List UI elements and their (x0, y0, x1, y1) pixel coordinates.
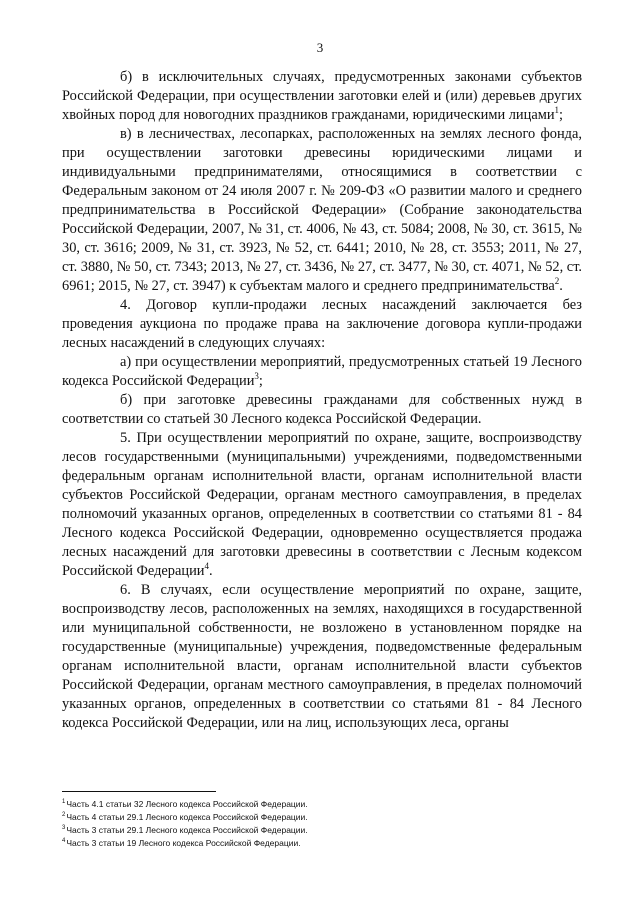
footnote-text: Часть 4.1 статьи 32 Лесного кодекса Российской Федерации. (66, 799, 308, 809)
footnote-ref[interactable]: 4 (204, 561, 209, 571)
paragraph-b-own-needs (62, 391, 582, 429)
footnote-number: 4 (62, 838, 66, 844)
footnote-number: 2 (62, 812, 66, 818)
paragraph-text: б) при заготовке древесины гражданами для собственных нужд в соответствии со статьей 30 Лесного кодекса Российской Федерации. (62, 392, 582, 427)
footnote-ref[interactable]: 1 (554, 105, 560, 115)
footnote-2 (62, 811, 582, 824)
page-number: 3 (316, 40, 324, 55)
paragraph-tail: . (559, 278, 563, 294)
footnote-number: 1 (62, 799, 66, 805)
paragraph-6-cases (62, 581, 582, 733)
footnote-text: Часть 3 статьи 19 Лесного кодекса Российской Федерации. (66, 838, 301, 848)
footnote-1 (62, 798, 582, 811)
footnote-number: 3 (62, 825, 66, 831)
paragraph-text: б) в исключительных случаях, предусмотренных законами субъектов Российской Федерации, при осуществлении заготовки елей и (или) деревьев других хвойных пород для новогодних праздников гражданами, юридическими лицами (62, 69, 582, 123)
paragraph-a-measures (62, 353, 582, 391)
paragraph-v-forestries (62, 125, 582, 296)
paragraph-4-contract (62, 296, 582, 353)
footnote-text: Часть 4 статьи 29.1 Лесного кодекса Российской Федерации. (66, 812, 308, 822)
paragraph-tail: . (208, 563, 213, 579)
footnote-text: Часть 3 статьи 29.1 Лесного кодекса Российской Федерации. (66, 825, 308, 835)
footnote-ref[interactable]: 3 (254, 371, 259, 381)
paragraph-b-christmas-trees (62, 68, 582, 125)
paragraph-text: 4. Договор купли-продажи лесных насаждений заключается без проведения аукциона по продаже права на заключение договора купли-продажи лесных насаждений в следующих случаях: (62, 297, 582, 351)
footnotes (62, 798, 582, 850)
document-body (62, 68, 582, 733)
paragraph-5-protection (62, 429, 582, 581)
paragraph-text: а) при осуществлении мероприятий, предусмотренных статьей 19 Лесного кодекса Российской Федерации (62, 354, 582, 389)
paragraph-text: 6. В случаях, если осуществление мероприятий по охране, защите, воспроизводству лесов, расположенных на землях, находящихся в государственной или муниципальной собственности, не возложено в установленном порядке на государственные (муниципальные) учреждения, подведомственные федеральным органам исполнительной власти, органам исполнительной власти субъектов Российской Федерации, органам местного самоуправления, в пределах полномочий указанных органов, определенных в соответствии со статьями 81 - 84 Лесного кодекса Российской Федерации, или на лиц, использующих леса, органы (62, 582, 582, 731)
paragraph-tail: ; (258, 373, 263, 389)
paragraph-text: в) в лесничествах, лесопарках, расположенных на землях лесного фонда, при осуществлении заготовки древесины юридическими лицами и индивидуальными предпринимателями, относящимися в соответствии с Федеральным законом от 24 июля 2007 г. № 209-ФЗ «О развитии малого и среднего предпринимательства в Российской Федерации» (Собрание законодательства Российской Федерации, 2007, № 31, ст. 4006, № 43, ст. 5084; 2008, № 30, ст. 3615, № 30, ст. 3616; 2009, № 31, ст. 3923, № 52, ст. 6441; 2010, № 28, ст. 3553; 2011, № 27, ст. 3880, № 50, ст. 7343; 2013, № 27, ст. 3436, № 27, ст. 3477, № 30, ст. 4071, № 52, ст. 6961; 2015, № 27, ст. 3947) к субъектам малого и среднего предпринимательства (62, 126, 582, 294)
footnote-separator (62, 791, 216, 792)
paragraph-tail: ; (559, 107, 564, 123)
paragraph-text: 5. При осуществлении мероприятий по охране, защите, воспроизводству лесов государственными (муниципальными) учреждениями, подведомственными федеральным органам исполнительной власти, органам исполнительной власти субъектов Российской Федерации, органам местного самоуправления, в пределах полномочий указанных органов, определенных в соответствии со статьями 81 - 84 Лесного кодекса Российской Федерации, одновременно осуществляется продажа лесных насаждений для заготовки древесины в соответствии с Лесным кодексом Российской Федерации (62, 430, 582, 579)
footnote-4 (62, 837, 582, 850)
footnote-3 (62, 824, 582, 837)
footnote-ref[interactable]: 2 (554, 276, 560, 286)
